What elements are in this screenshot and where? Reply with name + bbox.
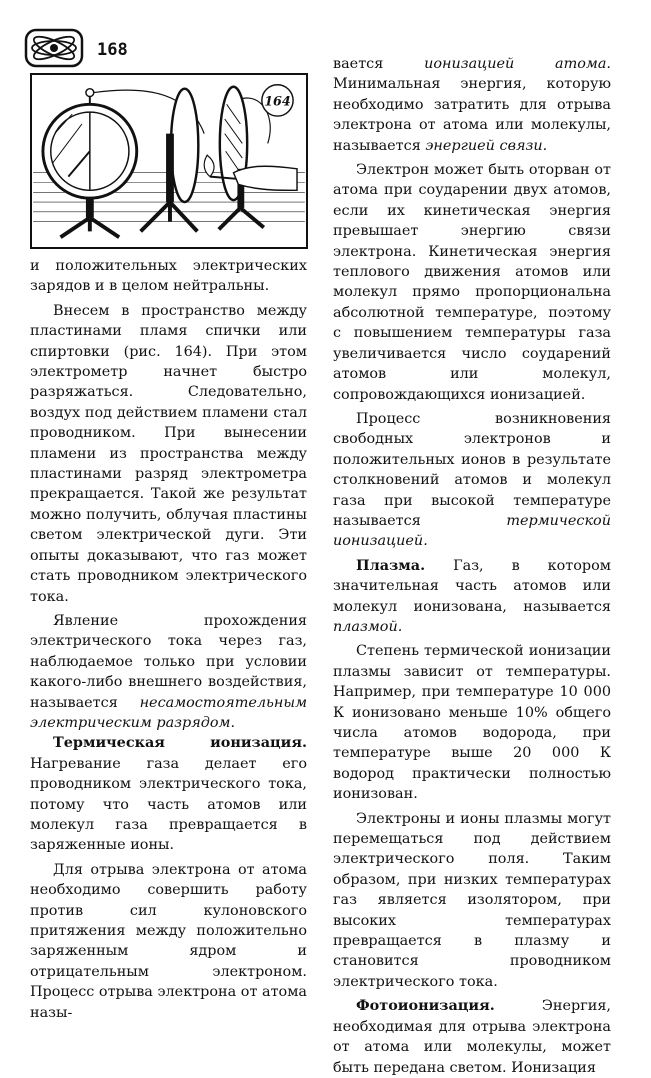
r4-text: Газ, в котором значительная часть атомов или молекул ионизована, называется: [333, 557, 611, 615]
term-binding-energy: энергией связи.: [425, 137, 548, 154]
left-paragraph-4: [30, 733, 307, 855]
right-paragraph-1: [333, 54, 611, 156]
term-atom-ionization: ионизацией атома.: [424, 56, 611, 72]
right-paragraph-5: Степень термической ионизации плазмы зависит от температуры. Например, при температуре 10 000 К ионизовано меньше 10% общего числа атомов водорода, при температуре выше 20 000 К водород практически полностью ионизован.: [333, 643, 611, 803]
left-paragraph-1: и положительных электрических зарядов и в целом нейтральны.: [30, 258, 307, 295]
r1-c: Минимальная энергия, которую необходимо затратить для отрыва электрона от атома или молекулы, называется: [333, 76, 611, 154]
right-paragraph-4: [333, 556, 611, 638]
right-column: [333, 54, 611, 1078]
term-thermal-ionization: термической ионизацией.: [333, 512, 611, 550]
right-paragraph-7: [333, 996, 611, 1078]
left-column: [30, 256, 307, 1023]
section-heading-plasma: Плазма.: [356, 556, 426, 574]
r7-text: Энергия, необходимая для отрыва электрона от атома или молекулы, может быть передана светом. Ионизация: [333, 998, 611, 1076]
section-heading-thermal-ionization: Термическая ионизация.: [53, 734, 307, 752]
right-paragraph-3: [333, 409, 611, 552]
section-heading-photoionization: Фотоионизация.: [356, 997, 495, 1015]
right-paragraph-6: Электроны и ионы плазмы могут перемещаться под действием электрического поля. Таким образом, при низких температурах газ является изолятором, при высоких температурах превращается в плазму и становится проводником электрического тока.: [333, 810, 611, 990]
p3-text: Явление прохождения электрического тока через газ, наблюдаемое только при условии какого-либо внешнего воздействия, называется: [30, 612, 307, 711]
atom-emblem-icon: [24, 28, 84, 68]
r1-a: вается: [333, 56, 425, 72]
page-number: 168: [97, 40, 128, 60]
term-non-self-discharge: несамостоятельным электрическим разрядом.: [30, 694, 307, 731]
r3-a: Процесс возникновения свободных электронов и положительных ионов в результате столкновений атомов и молекул газа при высокой температуре называется: [333, 410, 611, 529]
figure-164: [30, 73, 308, 249]
right-paragraph-2: Электрон может быть оторван от атома при соударении двух атомов, если их кинетическая энергия превышает энергию связи электрона. Кинетическая энергия теплового движения атомов или молекул прямо пропорциональна абсолютной температуре, поэтому с повышением температуры газа увеличивается число соударений атомов или молекул, сопровождающихся ионизацией.: [333, 162, 611, 403]
left-paragraph-3: [30, 611, 307, 733]
term-plasma: плазмой.: [333, 618, 403, 635]
figure-label: 164: [264, 93, 291, 109]
left-paragraph-5: Для отрыва электрона от атома необходимо совершить работу против сил кулоновского притяжения между положительно заряженным ядром и отрицательным электроном. Процесс отрыва электрона от атома назы-: [30, 861, 307, 1021]
p4-text: Нагревание газа делает его проводником электрического тока, потому что часть атомов или молекул газа превращается в заряженные ионы.: [30, 755, 307, 854]
electrometer-flame-illustration: [32, 75, 306, 247]
left-paragraph-2: Внесем в пространство между пластинами пламя спички или спиртовки (рис. 164). При этом электрометр начнет быстро разряжаться. Следовательно, воздух под действием пламени стал проводником. При вынесении пламени из пространства между пластинами разряд электрометра прекращается. Такой же результат можно получить, облучая пластины светом электрической дуги. Эти опыты доказывают, что газ может стать проводником электрического тока.: [30, 302, 307, 605]
